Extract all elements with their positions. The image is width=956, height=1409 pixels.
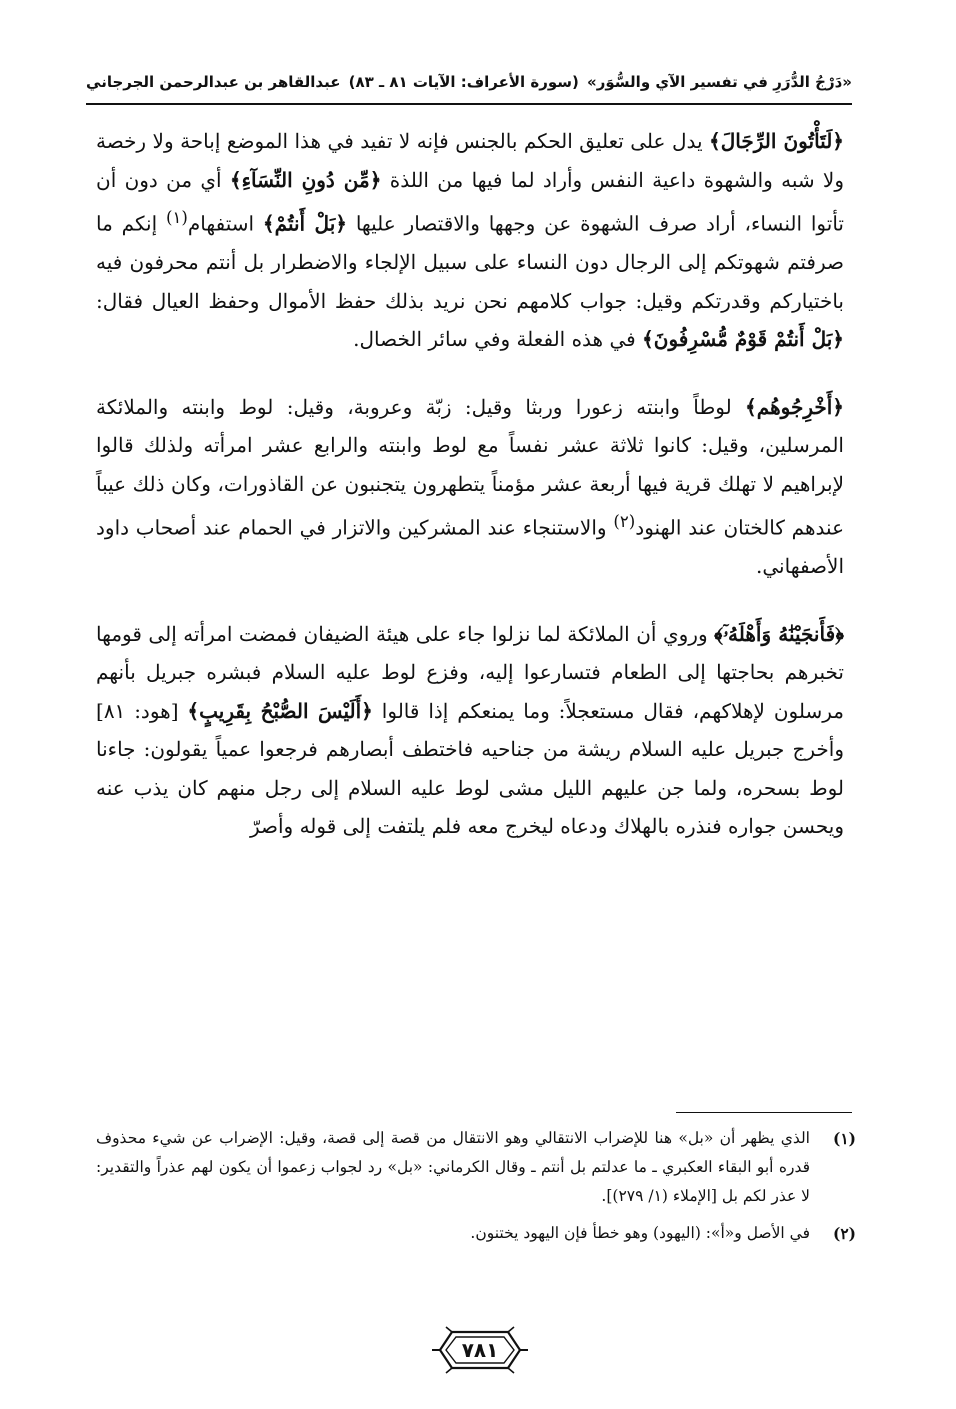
text-segment: استفهام [187,211,263,236]
text-segment: لوطاً وابنته زعورا وربثا وقيل: زبّة وعروبة، وقيل: لوط وابنته والملائكة المرسلين، وقيل: كانوا ثلاثة عشر نفساً مع لوط وابنته والرابع عشر امرأته ولذلك قالوا لإبراهيم لا تهلك قرية فيها أربعة عشر مؤمناً يتطهرون يتجنبون عن القاذورات، وكان ذلك عيباً عندهم كالختان عند الهنود [96,394,844,540]
quran-quote: ﴿أَخْرِجُوهُم﴾ [745,394,844,419]
text-segment: [هود: ٨١] وأخرج جبريل عليه السلام ريشة من جناحيه فاختطف أبصارهم فرجعوا عمياً يقولون: جاءنا لوط بسحره، ولما جن عليهم الليل مشى لوط عليه السلام إلى رجل منهم كان يذب عنه ويحسن جواره فنذره بالهلاك ودعاه ليخرج معه فلم يلتفت إلى قوله وأصرّ [96,698,844,839]
quran-quote: ﴿أَلَيْسَ الصُّبْحُ بِقَرِيبٍ﴾ [187,698,373,723]
text-segment: والاستنجاء عند المشركين والاتزار في الحمام عند أصحاب داود الأصفهاني. [96,515,844,579]
header-author: عبدالقاهر بن عبدالرحمن الجرجاني [86,73,341,91]
text-segment: إنكم ما صرفتم شهوتكم إلى الرجال دون النساء على سبيل الإلجاء والاضطرار بل أنتم محرفون فيه باختياركم وقدرتكم وقيل: جواب كلامهم نحن نريد بذلك حفظ الأموال وحفظ العيال فقال: [96,211,845,313]
main-text [96,122,844,875]
paragraph-3 [96,615,844,846]
footnotes [96,1124,856,1256]
text-segment: أي من دون أن تأتوا النساء، أراد صرف الشهوة عن وجهها والاقتصار عليها [96,167,844,236]
footnote-number: (٢) [832,1224,856,1243]
running-header [86,66,852,98]
footnote-1 [96,1124,856,1211]
quran-quote: ﴿لَتَأْتُونَ الرِّجَالَ﴾ [709,129,845,153]
paragraph-2 [96,388,844,586]
footnote-text: في الأصل و«أ»: (اليهود) وهو خطأ فإن اليهود يختنون. [470,1224,810,1242]
quran-quote: ﴿فَأَنجَيْنَٰهُ وَأَهْلَهُۥٓ﴾ [714,621,845,646]
text-segment: في هذه الفعلة وفي سائر الخصال. [353,327,643,352]
header-rule [86,103,852,105]
quran-quote: ﴿بَلْ أَنتُمْ قَوْمٌ مُّسْرِفُونَ﴾ [642,327,844,352]
quran-quote: ﴿مِّن دُونِ النِّسَآءِ﴾ [229,167,382,192]
footnote-text: الذي يظهر أن «بل» هنا للإضراب الانتقالي وهو الانتقال من قصة إلى قصة، وقيل: الإضراب عن شيء محذوف قدره أبو البقاء العكبري ـ ما عدلتم بل أنتم ـ وقال الكرماني: «بل» رد لجواب زعموا أن يكون لهم عذراً والتقدير: لا عذر لكم بل [الإملاء (١/ ٢٧٩)]. [96,1129,810,1205]
footnote-number: (١) [832,1129,856,1148]
page-number: ٧٨١ [461,1338,499,1362]
page-number-ornament [430,1326,530,1374]
quran-quote: ﴿بَلْ أَنتُمْ﴾ [262,211,347,236]
text-segment: يدل على تعليق الحكم بالجنس فإنه لا تفيد في هذا الموضع إباحة ولا رخصة ولا شبه والشهوة داعية النفس وأراد لما فيها من اللذة [96,129,844,192]
footnote-ref: (٢) [613,512,636,532]
footnote-rule [676,1112,852,1113]
header-chapter: (سورة الأعراف: الآيات ٨١ ـ ٨٣) [348,73,579,91]
header-book-title: «دَرْجُ الدُّرَرِ في تفسير الآي والسُّوَر» [587,73,852,91]
footnote-2 [96,1219,856,1248]
paragraph-1 [96,122,844,359]
text-segment: وروي أن الملائكة لما نزلوا جاء على هيئة الضيفان فمضت امرأته إلى قومها تخبرهم بحاجتها إلى الطعام فتسارعوا إليه، وفزع لوط عليه السلام فبشره جبريل بأنهم مرسلون لإهلاكهم، فقال مستعجلاً: وما يمنعكم إذا قالوا [96,621,844,723]
footnote-ref: (١) [165,208,188,227]
